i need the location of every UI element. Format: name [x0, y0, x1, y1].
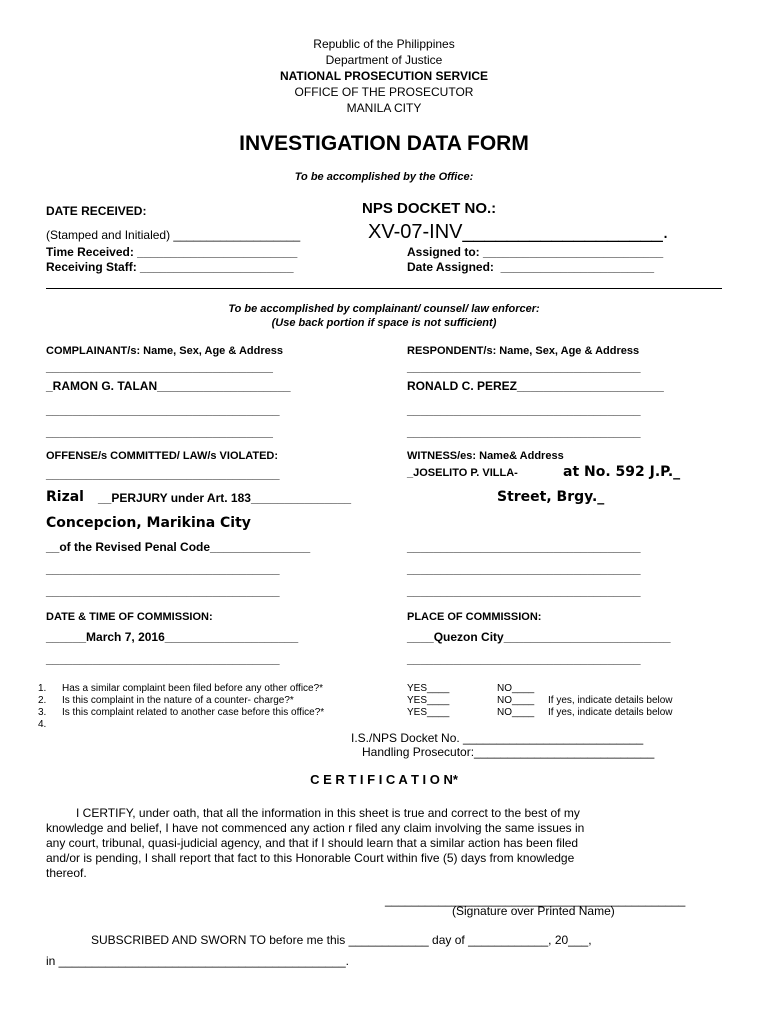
question-yes[interactable]: YES____ [407, 683, 450, 694]
complainant-blank[interactable]: __________________________________ [46, 360, 273, 374]
date-commission-value[interactable]: ______March 7, 2016____________________ [46, 630, 299, 644]
respondent-blank[interactable]: ___________________________________ [407, 360, 641, 374]
date-commission-blank[interactable]: ___________________________________ [46, 652, 280, 666]
docket-value[interactable]: XV-07-INV__________________. [368, 221, 669, 243]
question-text: Is this complaint related to another case before this office?* [62, 707, 325, 718]
section-divider [46, 288, 722, 289]
offense-rizal[interactable]: Rizal [46, 489, 84, 505]
place-commission-value[interactable]: ____Quezon City_________________________ [407, 630, 671, 644]
sworn-location[interactable]: in ___________________________________________. [46, 954, 349, 968]
assigned-to-field[interactable]: Assigned to: ___________________________ [407, 245, 664, 259]
form-title: INVESTIGATION DATA FORM [239, 132, 529, 155]
witness-value[interactable]: _JOSELITO P. VILLA- [407, 467, 518, 479]
witness-label: WITNESS/es: Name& Address [407, 450, 564, 462]
header-nps: NATIONAL PROSECUTION SERVICE [279, 69, 489, 83]
stamped-field[interactable]: (Stamped and Initialed) ___________________ [46, 228, 301, 242]
header-office: OFFICE OF THE PROSECUTOR [294, 85, 474, 99]
header-city: MANILA CITY [346, 101, 422, 115]
date-assigned-field[interactable]: Date Assigned: _______________________ [407, 260, 655, 274]
witness-blank-1[interactable]: ___________________________________ [407, 540, 641, 554]
date-received-label: DATE RECEIVED: [46, 204, 147, 218]
witness-address-1[interactable]: at No. 592 J.P._ [563, 464, 681, 480]
question-number: 1. [38, 683, 47, 694]
complainant-note: To be accomplished by complainant/ counsel/ law enforcer: [228, 303, 540, 315]
question-note: If yes, indicate details below [548, 695, 673, 706]
certification-title: C E R T I F I C A T I O N* [310, 772, 458, 787]
docket-label: NPS DOCKET NO.: [362, 200, 497, 217]
question-text: Is this complaint in the nature of a counter- charge?* [62, 695, 294, 706]
question-no[interactable]: NO____ [497, 707, 535, 718]
question-number: 2. [38, 695, 47, 706]
complainant-blank-3[interactable]: __________________________________ [46, 425, 273, 439]
certification-line: knowledge and belief, I have not commenced any action r filed any claim involving the same issues in [46, 821, 585, 835]
offense-blank-3[interactable]: ___________________________________ [46, 584, 280, 598]
time-received-field[interactable]: Time Received: ________________________ [46, 245, 298, 259]
offense-blank[interactable]: ___________________________________ [46, 467, 280, 481]
date-commission-label: DATE & TIME OF COMMISSION: [46, 611, 213, 623]
certification-line: I CERTIFY, under oath, that all the information in this sheet is true and correct to the best of my [46, 806, 580, 820]
place-commission-label: PLACE OF COMMISSION: [407, 611, 542, 623]
complainant-note-sub: (Use back portion if space is not sufficient) [271, 317, 497, 329]
respondent-label: RESPONDENT/s: Name, Sex, Age & Address [407, 345, 640, 357]
handling-prosecutor-field[interactable]: Handling Prosecutor:___________________________ [362, 745, 655, 759]
witness-address-2[interactable]: Street, Brgy._ [497, 489, 605, 505]
certification-line: and/or is pending, I shall report that fact to this Honorable Court within five (5) days from knowledge [46, 851, 575, 865]
question-no[interactable]: NO____ [497, 695, 535, 706]
respondent-blank-2[interactable]: ___________________________________ [407, 403, 641, 417]
offense-perjury[interactable]: __PERJURY under Art. 183_______________ [98, 491, 352, 505]
question-note: If yes, indicate details below [548, 707, 673, 718]
certification-line: thereof. [46, 866, 87, 880]
receiving-staff-field[interactable]: Receiving Staff: _______________________ [46, 260, 294, 274]
respondent-blank-3[interactable]: ___________________________________ [407, 425, 641, 439]
certification-line: any court, tribunal, quasi-judicial agency, and that if I should learn that a similar action has been filed [46, 836, 579, 850]
offense-concepcion[interactable]: Concepcion, Marikina City [46, 515, 251, 531]
witness-blank-3[interactable]: ___________________________________ [407, 584, 641, 598]
question-number: 3. [38, 707, 47, 718]
sworn-statement[interactable]: SUBSCRIBED AND SWORN TO before me this ____________ day of ____________, 20___, [91, 933, 592, 947]
question-yes[interactable]: YES____ [407, 695, 450, 706]
offense-label: OFFENSE/s COMMITTED/ LAW/s VIOLATED: [46, 450, 279, 462]
place-commission-blank[interactable]: ___________________________________ [407, 652, 641, 666]
question-number: 4. [38, 719, 47, 730]
complainant-blank-2[interactable]: ___________________________________ [46, 403, 280, 417]
signature-line[interactable]: _____________________________________________ [385, 893, 686, 907]
header-republic: Republic of the Philippines [313, 37, 455, 51]
witness-blank-2[interactable]: ___________________________________ [407, 562, 641, 576]
offense-blank-2[interactable]: ___________________________________ [46, 562, 280, 576]
question-no[interactable]: NO____ [497, 683, 535, 694]
is-docket-field[interactable]: I.S./NPS Docket No. ___________________________ [351, 731, 644, 745]
complainant-label: COMPLAINANT/s: Name, Sex, Age & Address [46, 345, 283, 357]
complainant-value[interactable]: _RAMON G. TALAN____________________ [46, 379, 291, 393]
offense-code[interactable]: __of the Revised Penal Code_______________ [46, 540, 311, 554]
signature-label: (Signature over Printed Name) [452, 904, 615, 918]
office-note: To be accomplished by the Office: [294, 171, 474, 183]
question-yes[interactable]: YES____ [407, 707, 450, 718]
respondent-value[interactable]: RONALD C. PEREZ______________________ [407, 379, 664, 393]
header-department: Department of Justice [325, 53, 443, 67]
question-text: Has a similar complaint been filed before any other office?* [62, 683, 324, 694]
